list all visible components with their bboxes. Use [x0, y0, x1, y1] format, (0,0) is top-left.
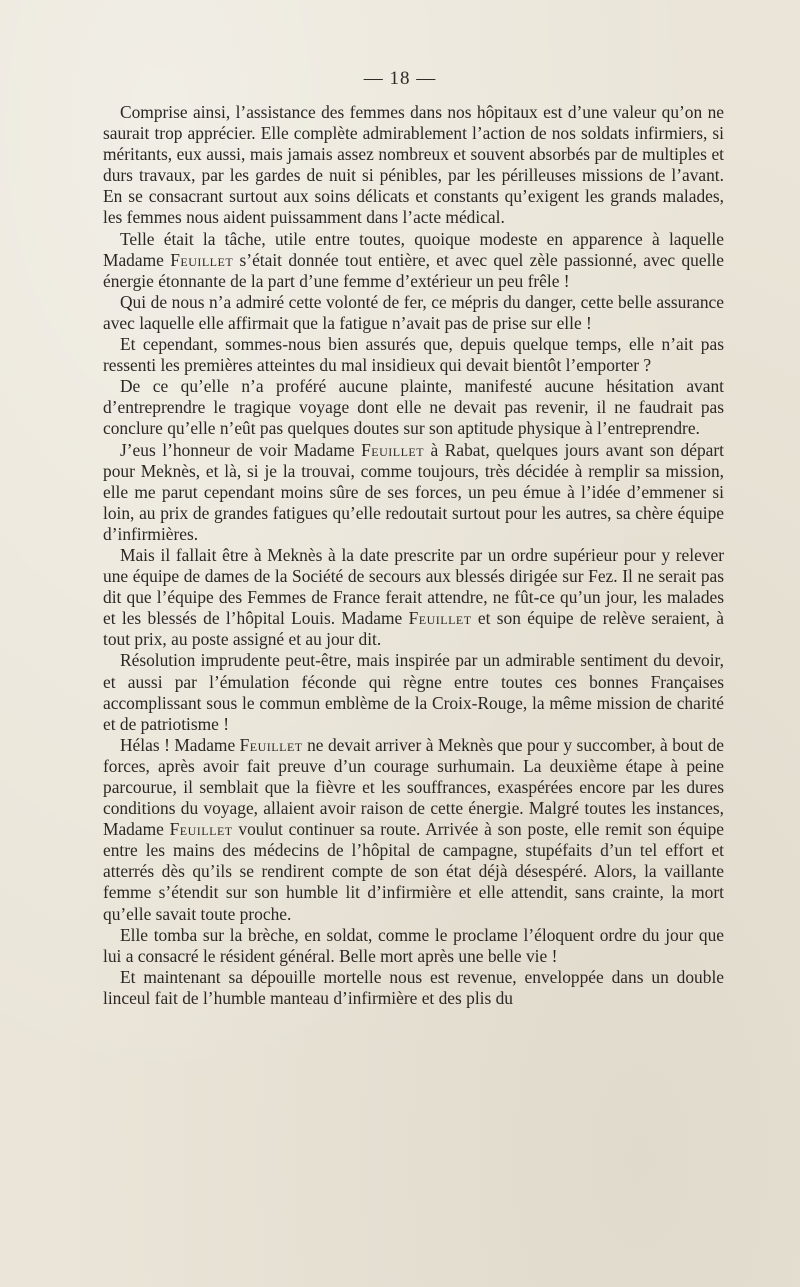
text-run: Comprise ainsi, l’assistance des femmes dans nos hôpitaux est d’une valeur qu’on ne saurait trop apprécier. Elle complète admirablement l’action de nos soldats infirmiers, si méritants, eux aussi, mais jamais assez nombreux et souvent absorbés par de multiples et durs travaux, par les gardes de nuit si pénibles, par les périlleuses missions de l’avant. En se consacrant surtout aux soins délicats et constants qu’exigent les grands malades, les femmes nous aident puissamment dans l’acte médical.	[103, 102, 724, 228]
text-run: ne devait arriver à Meknès que pour y succomber, à bout de forces, après avoir fait preuve d’un courage surhumain. La deuxième étape à peine parcourue, il semblait que la fièvre et les souffrances, exaspérées encore par les dures conditions du voyage, allaient avoir raison de cette énergie. Malgré toutes les instances, Madame	[103, 734, 724, 840]
page-number: — 18 —	[363, 68, 437, 89]
paragraph	[103, 735, 724, 925]
text-run: voulut continuer sa route. Arrivée à son poste, elle remit son équipe entre les mains des médecins de l’hôpital de campagne, stupéfaits d’un tel effort et atterrés dès qu’ils se rendirent compte de son état déjà désespéré. Alors, la vaillante femme s’étendit sur son humble lit d’infirmière et elle attendit, sans crainte, la mort qu’elle savait toute proche.	[103, 819, 724, 924]
paragraph	[103, 440, 724, 545]
text-run: Résolution imprudente peut-être, mais inspirée par un admirable sentiment du devoir, et aussi par l’émulation féconde qui règne entre toutes ces bonnes Françaises accomplissant sous le commun emblème de la Croix-Rouge, la même mission de charité et de patriotisme !	[103, 650, 724, 734]
body-text	[103, 102, 724, 1009]
person-name: Feuillet	[169, 819, 233, 840]
paragraph	[103, 545, 724, 650]
text-run: De ce qu’elle n’a proféré aucune plainte, manifesté aucune hésitation avant d’entreprendre le tragique voyage dont elle ne devait pas revenir, il ne faudrait pas conclure qu’elle n’eût pas quelques doutes sur son aptitude physique à l’entreprendre.	[103, 376, 724, 439]
person-name: Feuillet	[408, 608, 472, 629]
paragraph	[103, 102, 724, 229]
paragraph	[103, 925, 724, 967]
text-run: et son équipe de relève seraient, à tout prix, au poste assigné et au jour dit.	[103, 608, 724, 650]
person-name: Feuillet	[239, 734, 303, 755]
text-run: Et cependant, sommes-nous bien assurés que, depuis quelque temps, elle n’ait pas ressenti les premières atteintes du mal insidieux qui devait bientôt l’emporter ?	[103, 334, 724, 376]
paragraph	[103, 334, 724, 376]
paragraph	[103, 967, 724, 1009]
text-run: J’eus l’honneur de voir Madame	[120, 439, 362, 460]
person-name: Feuillet	[361, 439, 425, 460]
text-run: s’était donnée tout entière, et avec quel zèle passionné, avec quelle énergie étonnante de la part d’une femme d’extérieur un peu frêle !	[103, 249, 724, 291]
text-run: Qui de nous n’a admiré cette volonté de fer, ce mépris du danger, cette belle assurance avec laquelle elle affirmait que la fatigue n’avait pas de prise sur elle !	[103, 291, 724, 333]
person-name: Feuillet	[170, 249, 234, 270]
paragraph	[103, 229, 724, 292]
paragraph	[103, 292, 724, 334]
paragraph	[103, 376, 724, 439]
text-run: Et maintenant sa dépouille mortelle nous est revenue, enveloppée dans un double linceul fait de l’humble manteau d’infirmière et des plis du	[103, 966, 724, 1008]
text-run: à Rabat, quelques jours avant son départ pour Meknès, et là, si je la trouvai, comme toujours, très décidée à remplir sa mission, elle me parut cependant moins sûre de ses forces, un peu émue à l’idée d’emmener si loin, au prix de grandes fatigues qu’elle redoutait surtout pour les autres, sa chère équipe d’infirmières.	[103, 439, 724, 544]
text-run: Mais il fallait être à Meknès à la date prescrite par un ordre supérieur pour y relever une équipe de dames de la Société de secours aux blessés dirigée sur Fez. Il ne serait pas dit que l’équipe des Femmes de France ferait attendre, ne fût-ce qu’un jour, les malades et les blessés de l’hôpital Louis. Madame	[103, 544, 724, 629]
text-run: Telle était la tâche, utile entre toutes, quoique modeste en apparence à laquelle Madame	[103, 228, 724, 270]
text-run: Elle tomba sur la brèche, en soldat, comme le proclame l’éloquent ordre du jour que lui a consacré le résident général. Belle mort après une belle vie !	[103, 924, 724, 966]
text-run: Hélas ! Madame	[120, 734, 240, 755]
paragraph	[103, 650, 724, 734]
